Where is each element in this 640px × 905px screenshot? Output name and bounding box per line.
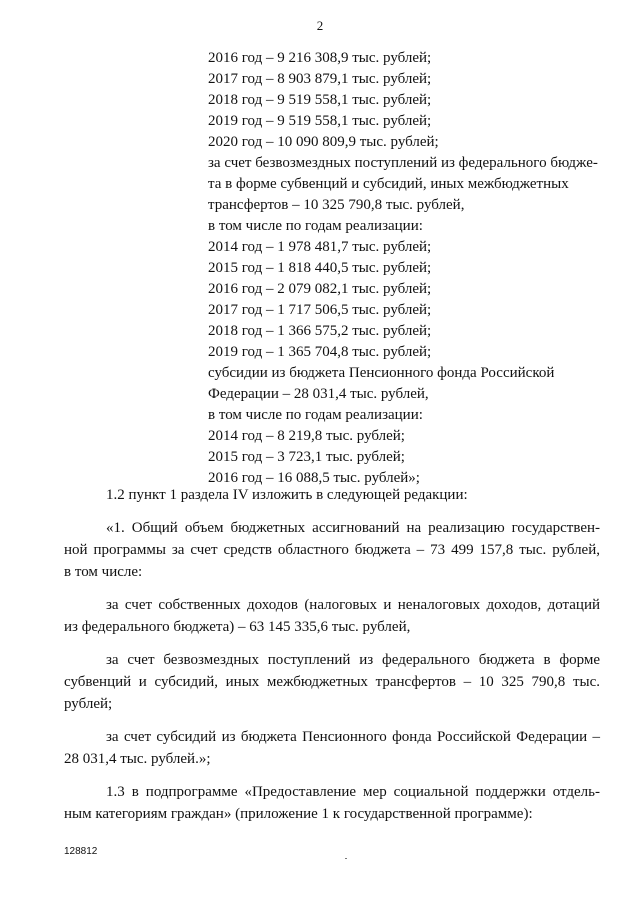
paragraph-line: из федерального бюджета) – 63 145 335,6 тыс. рублей, bbox=[64, 619, 411, 635]
column-line: 2016 год – 16 088,5 тыс. рублей»; bbox=[208, 470, 420, 486]
paragraph-line: 1.2 пункт 1 раздела IV изложить в следующей редакции: bbox=[106, 487, 468, 503]
paragraph-1-2 bbox=[64, 484, 600, 506]
paragraph-line: 28 031,4 тыс. рублей.»; bbox=[64, 751, 211, 767]
column-line: субсидии из бюджета Пенсионного фонда Российской bbox=[208, 365, 555, 381]
column-line: 2017 год – 8 903 879,1 тыс. рублей; bbox=[208, 71, 432, 87]
paragraph-line: за счет собственных доходов (налоговых и неналоговых доходов, дотаций bbox=[106, 597, 600, 613]
paragraph-1-3 bbox=[64, 781, 600, 825]
column-line: в том числе по годам реализации: bbox=[208, 407, 423, 423]
paragraph-pension-fund bbox=[64, 726, 600, 770]
column-line: за счет безвозмездных поступлений из федерального бюдже- bbox=[208, 155, 598, 171]
column-line: 2019 год – 1 365 704,8 тыс. рублей; bbox=[208, 344, 432, 360]
paragraph-line: за счет субсидий из бюджета Пенсионного фонда Российской Федерации – bbox=[106, 729, 600, 745]
funding-details-column bbox=[208, 48, 608, 489]
scan-speck bbox=[345, 858, 347, 859]
column-line: 2014 год – 1 978 481,7 тыс. рублей; bbox=[208, 239, 432, 255]
paragraph-line: «1. Общий объем бюджетных ассигнований на реализацию государствен- bbox=[106, 520, 600, 536]
paragraph-line: субвенций и субсидий, иных межбюджетных трансфертов – 10 325 790,8 тыс. bbox=[64, 674, 600, 690]
column-line: 2017 год – 1 717 506,5 тыс. рублей; bbox=[208, 302, 432, 318]
paragraph-line: 1.3 в подпрограмме «Предоставление мер социальной поддержки отдель- bbox=[106, 784, 600, 800]
column-line: 2015 год – 1 818 440,5 тыс. рублей; bbox=[208, 260, 432, 276]
column-line: 2018 год – 1 366 575,2 тыс. рублей; bbox=[208, 323, 432, 339]
column-line: та в форме субвенций и субсидий, иных межбюджетных bbox=[208, 176, 569, 192]
column-line: Федерации – 28 031,4 тыс. рублей, bbox=[208, 386, 429, 402]
column-line: 2015 год – 3 723,1 тыс. рублей; bbox=[208, 449, 405, 465]
paragraph-federal-transfers bbox=[64, 649, 600, 715]
column-line: 2019 год – 9 519 558,1 тыс. рублей; bbox=[208, 113, 432, 129]
column-line: 2018 год – 9 519 558,1 тыс. рублей; bbox=[208, 92, 432, 108]
paragraph-own-revenue bbox=[64, 594, 600, 638]
paragraph-line: ным категориям граждан» (приложение 1 к государственной программе): bbox=[64, 806, 533, 822]
paragraph-line: в том числе: bbox=[64, 564, 143, 580]
column-line: 2016 год – 2 079 082,1 тыс. рублей; bbox=[208, 281, 432, 297]
paragraph-line: рублей; bbox=[64, 696, 113, 712]
paragraph-line: за счет безвозмездных поступлений из федерального бюджета в форме bbox=[106, 652, 600, 668]
document-code: 128812 bbox=[64, 846, 98, 857]
column-line: 2016 год – 9 216 308,9 тыс. рублей; bbox=[208, 50, 432, 66]
column-line: в том числе по годам реализации: bbox=[208, 218, 423, 234]
paragraph-line: ной программы за счет средств областного бюджета – 73 499 157,8 тыс. рублей, bbox=[64, 542, 600, 558]
column-line: 2020 год – 10 090 809,9 тыс. рублей; bbox=[208, 134, 439, 150]
document-body bbox=[64, 484, 600, 825]
column-line: 2014 год – 8 219,8 тыс. рублей; bbox=[208, 428, 405, 444]
column-line: трансфертов – 10 325 790,8 тыс. рублей, bbox=[208, 197, 465, 213]
paragraph-section-iv-item-1 bbox=[64, 517, 600, 583]
page-number: 2 bbox=[316, 18, 324, 33]
